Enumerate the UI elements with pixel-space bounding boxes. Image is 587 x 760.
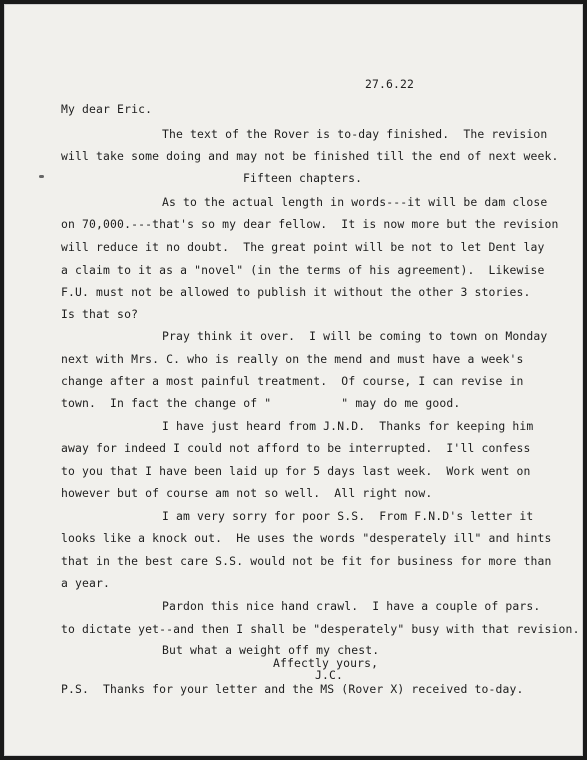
letter-signature: J.C. <box>315 668 344 682</box>
letter-line: to you that I have been laid up for 5 days last week. Work went on <box>61 464 531 478</box>
letter-salutation: My dear Eric. <box>61 102 153 116</box>
letter-postscript: P.S. Thanks for your letter and the MS (Rover X) received to-day. <box>61 682 524 696</box>
letter-line: change after a most painful treatment. Of course, I can revise in <box>61 374 524 388</box>
letter-date: 27.6.22 <box>365 77 415 91</box>
letter-page <box>4 4 583 756</box>
letter-line: Is that so? <box>61 307 139 321</box>
letter-line: however but of course am not so well. All right now. <box>61 486 433 500</box>
letter-line: on 70,000.---that's so my dear fellow. It is now more but the revision <box>61 217 559 231</box>
letter-line: I have just heard from J.N.D. Thanks for keeping him <box>162 419 534 433</box>
letter-line: As to the actual length in words---it will be dam close <box>162 195 548 209</box>
letter-line: next with Mrs. C. who is really on the mend and must have a week's <box>61 352 524 366</box>
letter-line: The text of the Rover is to-day finished. The revision <box>162 127 548 141</box>
letter-line: Fifteen chapters. <box>243 171 363 185</box>
letter-line: But what a weight off my chest. <box>162 643 380 657</box>
letter-line: that in the best care S.S. would not be fit for business for more than <box>61 554 552 568</box>
letter-line: will reduce it no doubt. The great point will be not to let Dent lay <box>61 240 545 254</box>
margin-mark <box>39 175 44 178</box>
letter-line: Pardon this nice hand crawl. I have a couple of pars. <box>162 599 541 613</box>
letter-line: a year. <box>61 576 111 590</box>
letter-line: to dictate yet--and then I shall be "desperately" busy with that revision. <box>61 622 580 636</box>
letter-line: Pray think it over. I will be coming to town on Monday <box>162 329 548 343</box>
letter-line: will take some doing and may not be finished till the end of next week. <box>61 149 559 163</box>
letter-closing: Affectly yours, <box>273 656 379 670</box>
letter-line: a claim to it as a "novel" (in the terms of his agreement). Likewise <box>61 263 545 277</box>
letter-line: I am very sorry for poor S.S. From F.N.D's letter it <box>162 509 534 523</box>
letter-line: town. In fact the change of " " may do me good. <box>61 396 461 410</box>
letter-line: away for indeed I could not afford to be interrupted. I'll confess <box>61 441 531 455</box>
letter-line: F.U. must not be allowed to publish it without the other 3 stories. <box>61 285 531 299</box>
letter-line: looks like a knock out. He uses the words "desperately ill" and hints <box>61 531 552 545</box>
